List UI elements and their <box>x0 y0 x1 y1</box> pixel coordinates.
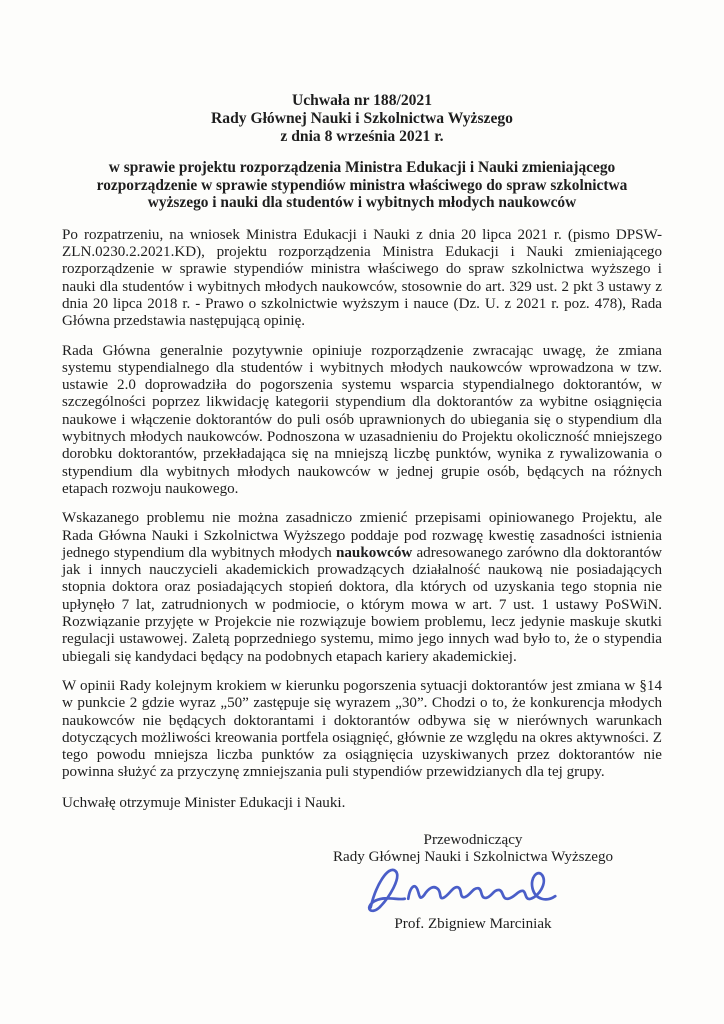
paragraph-2: Rada Główna generalnie pozytywnie opiniuje rozporządzenie zwracając uwagę, że zmiana systemu stypendialnego dla studentów i wybitnych młodych naukowców wprowadzona w tzw. ustawie 2.0 doprowadziła do pogorszenia systemu wsparcia stypendialnego doktorantów, w szczególności poprzez likwidację kategorii stypendium dla doktorantów za wybitne osiągnięcia naukowe i włączenie doktorantów do puli osób uprawnionych do ubiegania się o stypendium dla wybitnych młodych naukowców. Podnoszona w uzasadnieniu do Projektu okoliczność mniejszego dorobku doktorantów, przekładająca się na mniejszą liczbę punktów, wynika z rywalizowania o stypendium dla wybitnych młodych naukowców w jednej grupie osób, będących na różnych etapach rozwoju naukowego. <box>62 342 662 497</box>
signature-role-title: Przewodniczący <box>423 831 523 848</box>
doc-title-organization: Rady Głównej Nauki i Szkolnictwa Wyższego <box>211 110 513 127</box>
paragraph-3 <box>62 510 662 666</box>
signature-block <box>293 832 653 933</box>
signatory-name: Prof. Zbigniew Marciniak <box>394 915 552 932</box>
paragraph-1: Po rozpatrzeniu, na wniosek Ministra Edukacji i Nauki z dnia 20 lipca 2021 r. (pismo DPSW-ZLN.0230.2.2021.KD), projektu rozporządzenia Ministra Edukacji i Nauki zmieniającego rozporządzenie w sprawie stypendiów ministra właściwego do spraw szkolnictwa wyższego i nauki dla studentów i wybitnych młodych naukowców, stosownie do art. 329 ust. 2 pkt 3 ustawy z dnia 20 lipca 2018 r. - Prawo o szkolnictwie wyższym i nauce (Dz. U. z 2021 r. poz. 478), Rada Główna przedstawia następującą opinię. <box>62 226 662 330</box>
paragraph-4: W opinii Rady kolejnym krokiem w kierunku pogorszenia sytuacji doktorantów jest zmiana w §14 w punkcie 2 gdzie wyraz „50” zastępuje się wyrazem „30”. Chodzi o to, że konkurencja młodych naukowców nie będących doktorantami i doktorantów odbywa się w nierównych warunkach dotyczących możliwości kreowania portfela osiągnięć, głównie ze względu na okres aktywności. Z tego powodu mniejsza liczba punktów za osiągnięcia uzyskiwanych przez doktorantów nie powinna służyć za przyczynę zmniejszania puli stypendiów przewidzianych dla tej grupy. <box>62 677 662 781</box>
signature-role-organization: Rady Głównej Nauki i Szkolnictwa Wyższego <box>332 849 614 866</box>
doc-title-date: z dnia 8 września 2021 r. <box>280 128 444 145</box>
doc-title <box>62 92 662 146</box>
doc-title-number: Uchwała nr 188/2021 <box>291 92 433 109</box>
closing-line: Uchwałę otrzymuje Minister Edukacji i Nauki. <box>62 794 346 811</box>
handwritten-signature-icon <box>344 862 574 918</box>
paragraph-3-bold-word: naukowców <box>335 544 413 561</box>
paragraph-3-text-before: Wskazanego problemu nie można zasadniczo zmienić przepisami opiniowanego Projektu, ale Rada Główna Nauki i Szkolnictwa Wyższego poddaje pod rozwagę kwestię zasadności istnienia jednego stypendium dla wybitnych młodych <box>62 510 662 561</box>
paragraph-3-text-after: adresowanego zarówno dla doktorantów jak i innych nauczycieli akademickich prowadzących działalność naukową nie posiadających stopnia doktora oraz posiadających stopień doktora, dla których od uzyskania tego stopnia nie upłynęło 7 lat, zatrudnionych w podmiocie, o którym mowa w art. 7 ust. 1 ustawy PoSWiN. Rozwiązanie przyjęte w Projekcie nie rozwiązuje bowiem problemu, lecz jedynie maskuje skutki regulacji ustawowej. Zaletą poprzedniego systemu, mimo jego innych wad było to, że o stypendia ubiegali się kandydaci będący na podobnych etapach kariery akademickiej. <box>62 544 662 665</box>
doc-subject: w sprawie projektu rozporządzenia Ministra Edukacji i Nauki zmieniającego rozporządzenie w sprawie stypendiów ministra właściwego do spraw szkolnictwa wyższego i nauki dla studentów i wybitnych młodych naukowców <box>96 159 628 212</box>
